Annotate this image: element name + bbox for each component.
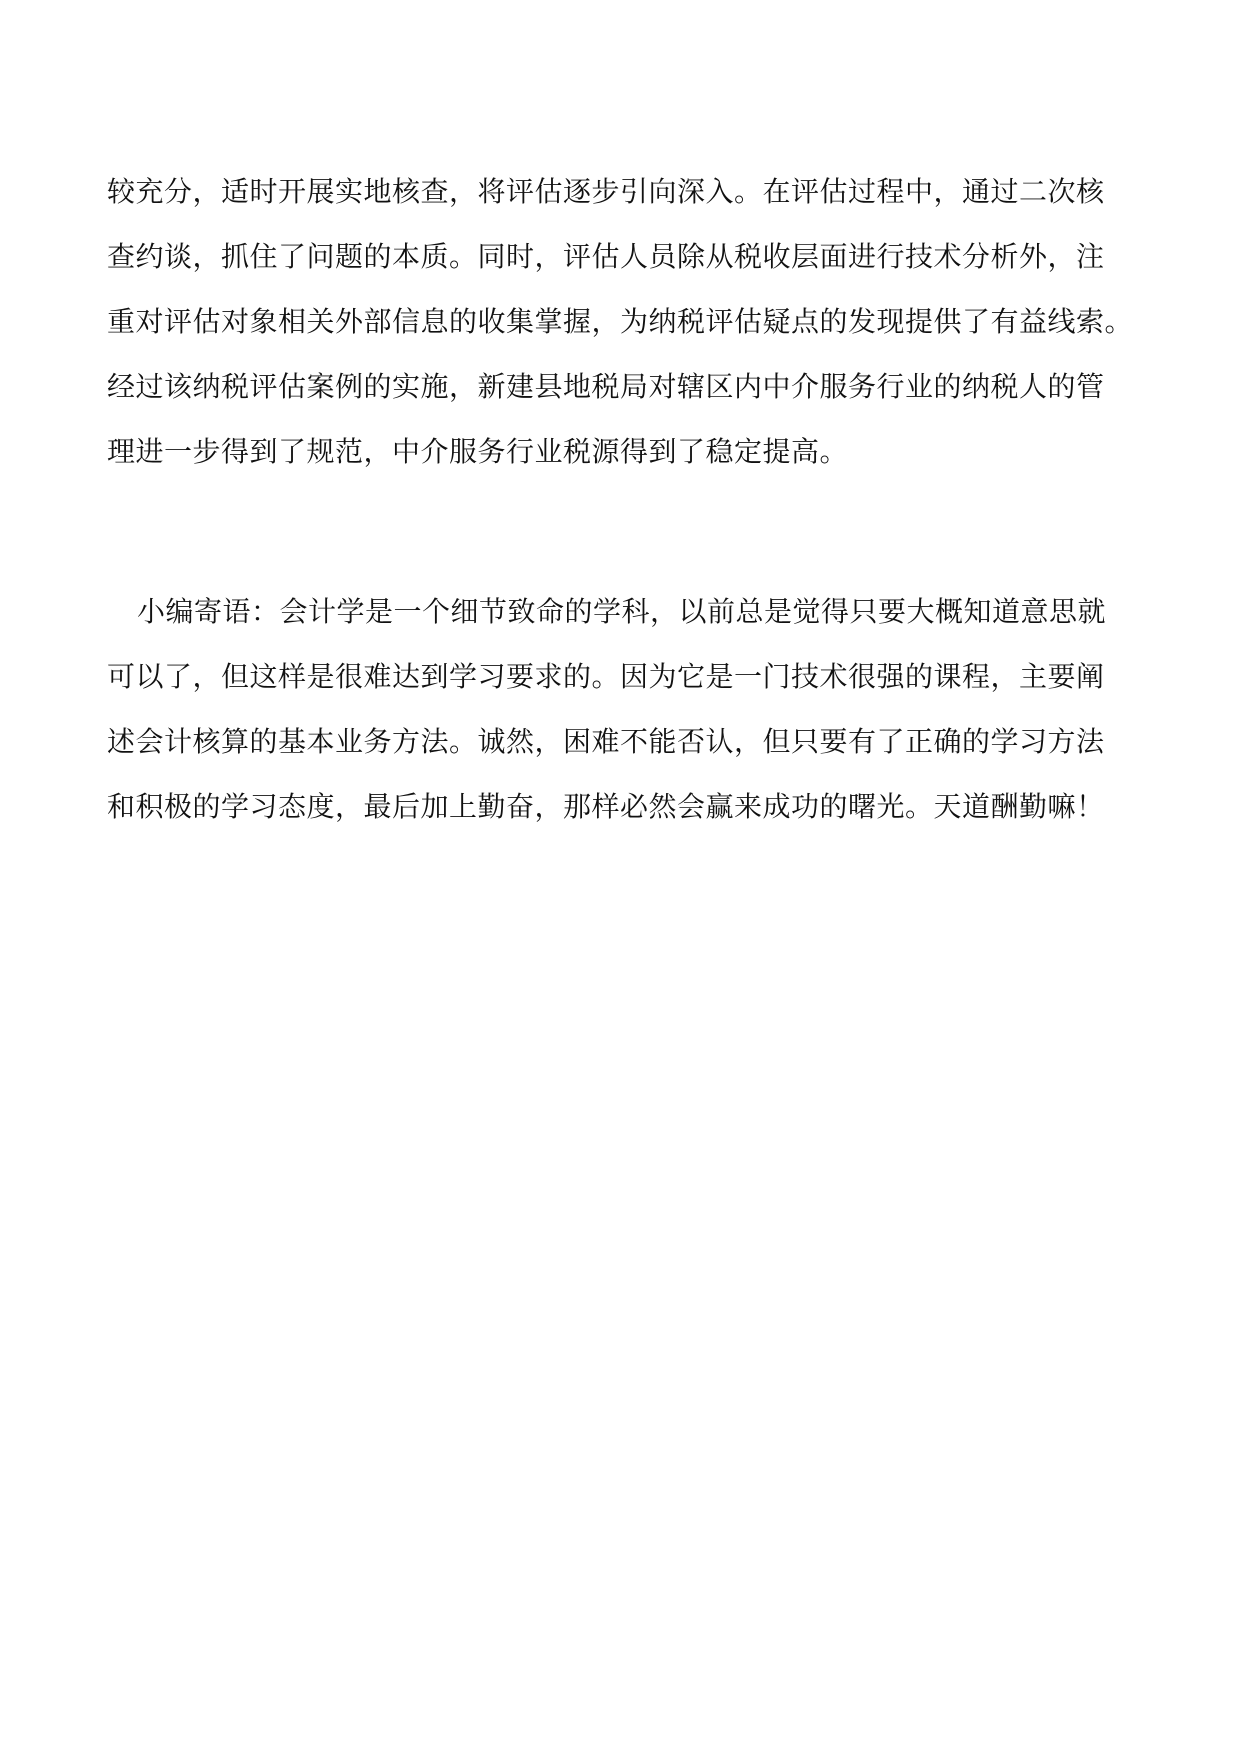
paragraph-line: 查约谈，抓住了问题的本质。同时，评估人员除从税收层面进行技术分析外，注 <box>107 240 1105 273</box>
paragraph-line: 述会计核算的基本业务方法。诚然，困难不能否认，但只要有了正确的学习方法 <box>107 725 1105 758</box>
paragraph-line: 和积极的学习态度，最后加上勤奋，那样必然会赢来成功的曙光。天道酬勤嘛！ <box>107 790 1105 823</box>
paragraph-line: 重对评估对象相关外部信息的收集掌握，为纳税评估疑点的发现提供了有益线索。 <box>107 305 1134 338</box>
paragraph-line: 可以了，但这样是很难达到学习要求的。因为它是一门技术很强的课程，主要阐 <box>107 660 1105 693</box>
body-paragraph <box>107 159 1135 484</box>
editor-note-paragraph <box>107 579 1135 839</box>
paragraph-line: 经过该纳税评估案例的实施，新建县地税局对辖区内中介服务行业的纳税人的管 <box>107 370 1105 403</box>
paragraph-line: 理进一步得到了规范，中介服务行业税源得到了稳定提高。 <box>107 435 849 468</box>
paragraph-line: 小编寄语：会计学是一个细节致命的学科，以前总是觉得只要大概知道意思就 <box>137 595 1107 628</box>
paragraph-line: 较充分，适时开展实地核查，将评估逐步引向深入。在评估过程中，通过二次核 <box>107 175 1105 208</box>
